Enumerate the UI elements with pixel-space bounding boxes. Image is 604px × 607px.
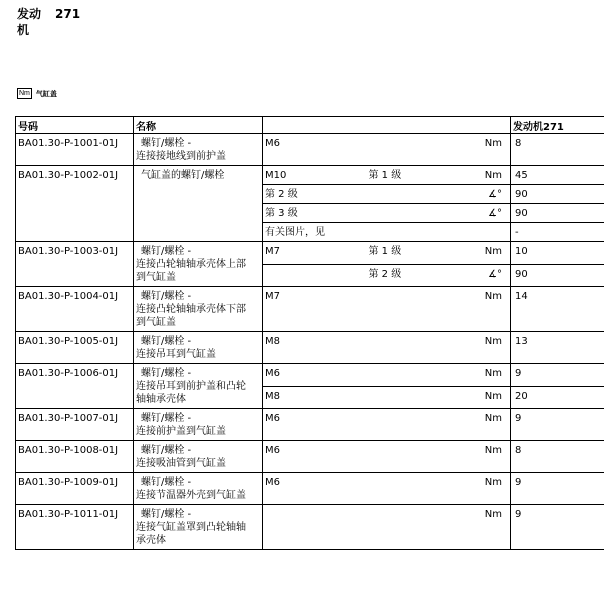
part-name-line: 螺钉/螺栓 -: [141, 138, 192, 149]
unit-label: ∡°: [472, 185, 511, 204]
part-name: [134, 364, 263, 409]
header-model: 271: [55, 7, 81, 21]
table-row: [16, 441, 604, 473]
stage-label: [367, 409, 472, 441]
torque-value: 8: [511, 134, 604, 166]
stage-label: [367, 223, 472, 242]
torque-table: [15, 116, 604, 550]
part-code: BA01.30-P-1006-01J: [16, 364, 134, 409]
header-code: 号码: [16, 117, 134, 134]
part-name-line: 到气缸盖: [136, 272, 176, 283]
thread-spec: M7: [263, 242, 367, 265]
part-name: [134, 409, 263, 441]
section-subtitle: [17, 88, 57, 99]
header-title-line2: 机: [17, 23, 30, 37]
table-body: [16, 134, 604, 550]
page-header: [17, 6, 80, 38]
unit-label: Nm: [472, 386, 511, 409]
part-name-line: 连接凸轮轴轴承壳体下部: [136, 304, 246, 315]
thread-spec: 第 2 级: [263, 185, 367, 204]
unit-label: ∡°: [472, 264, 511, 287]
torque-value: 20: [511, 386, 604, 409]
torque-value: 45: [511, 166, 604, 185]
thread-spec: M6: [263, 409, 367, 441]
part-name-line: 连接接地线到前护盖: [136, 151, 226, 162]
stage-label: 第 2 级: [367, 264, 472, 287]
part-name-line: 螺钉/螺栓 -: [141, 291, 192, 302]
part-name-line: 连接吸油管到气缸盖: [136, 458, 226, 469]
torque-value: 9: [511, 473, 604, 505]
thread-spec: M6: [263, 364, 367, 387]
table-row: [16, 242, 604, 265]
part-name-line: 连接凸轮轴轴承壳体上部: [136, 259, 246, 270]
table-row: [16, 287, 604, 332]
thread-spec: M8: [263, 386, 367, 409]
part-code: BA01.30-P-1002-01J: [16, 166, 134, 242]
table-header-row: [16, 117, 604, 134]
unit-label: Nm: [472, 409, 511, 441]
thread-spec: 有关图片，见: [263, 223, 367, 242]
part-name-line: 螺钉/螺栓 -: [141, 336, 192, 347]
unit-label: Nm: [472, 287, 511, 332]
stage-label: [367, 287, 472, 332]
unit-label: Nm: [472, 332, 511, 364]
part-name-line: 螺钉/螺栓 -: [141, 413, 192, 424]
torque-value: 13: [511, 332, 604, 364]
part-name-line: 螺钉/螺栓 -: [141, 368, 192, 379]
table-row: [16, 409, 604, 441]
part-name: [134, 441, 263, 473]
thread-spec: [263, 505, 367, 550]
part-name-line: 连接前护盖到气缸盖: [136, 426, 226, 437]
part-code: BA01.30-P-1009-01J: [16, 473, 134, 505]
table-row: [16, 332, 604, 364]
part-code: BA01.30-P-1004-01J: [16, 287, 134, 332]
part-name-line: 螺钉/螺栓 -: [141, 246, 192, 257]
thread-spec: M10: [263, 166, 367, 185]
torque-value: 9: [511, 505, 604, 550]
unit-label: Nm: [472, 505, 511, 550]
thread-spec: M6: [263, 441, 367, 473]
part-name: [134, 134, 263, 166]
thread-spec: [263, 264, 367, 287]
header-model: 发动机271: [511, 117, 604, 134]
part-name: [134, 242, 263, 287]
part-code: BA01.30-P-1008-01J: [16, 441, 134, 473]
torque-value: 90: [511, 264, 604, 287]
part-code: BA01.30-P-1005-01J: [16, 332, 134, 364]
torque-value: 90: [511, 185, 604, 204]
part-code: BA01.30-P-1003-01J: [16, 242, 134, 287]
part-name: [134, 473, 263, 505]
stage-label: [367, 332, 472, 364]
thread-spec: 第 3 级: [263, 204, 367, 223]
table-row: [16, 473, 604, 505]
torque-value: 9: [511, 364, 604, 387]
stage-label: 第 1 级: [368, 170, 402, 181]
thread-spec: M6: [263, 473, 367, 505]
part-name: [134, 332, 263, 364]
part-name-line: 到气缸盖: [136, 317, 176, 328]
header-extra: [367, 117, 472, 134]
torque-value: 8: [511, 441, 604, 473]
part-code: BA01.30-P-1011-01J: [16, 505, 134, 550]
unit-label: Nm: [472, 134, 511, 166]
table-row: [16, 505, 604, 550]
part-name-line: 连接吊耳到气缸盖: [136, 349, 216, 360]
part-code: BA01.30-P-1001-01J: [16, 134, 134, 166]
stage-label: [367, 441, 472, 473]
part-name: [134, 166, 263, 242]
torque-value: 9: [511, 409, 604, 441]
table-row: [16, 134, 604, 166]
unit-label: Nm: [472, 473, 511, 505]
part-name-line: 轴轴承壳体: [136, 394, 186, 405]
stage-label: [367, 386, 472, 409]
stage-label: [367, 505, 472, 550]
part-name-line: 气缸盖的螺钉/螺栓: [141, 170, 225, 181]
thread-spec: M6: [263, 134, 367, 166]
part-name-line: 连接吊耳到前护盖和凸轮: [136, 381, 246, 392]
unit-label: Nm: [484, 368, 502, 379]
header-title: 发动: [17, 7, 42, 21]
torque-nm-icon: Nm: [19, 90, 30, 97]
part-code: BA01.30-P-1007-01J: [16, 409, 134, 441]
thread-spec: M8: [263, 332, 367, 364]
part-name-line: 螺钉/螺栓 -: [141, 477, 192, 488]
part-name-line: 连接气缸盖罩到凸轮轴轴: [136, 522, 246, 533]
torque-value: 10: [511, 242, 604, 265]
stage-label: [367, 185, 472, 204]
unit-label: Nm: [484, 170, 502, 181]
part-name-line: 连接节温器外壳到气缸盖: [136, 490, 246, 501]
torque-value: 90: [511, 204, 604, 223]
torque-value: 14: [511, 287, 604, 332]
subtitle-text: 气缸盖: [35, 89, 57, 98]
unit-label: ∡°: [472, 204, 511, 223]
stage-label: [367, 204, 472, 223]
table-row: [16, 364, 604, 387]
table-row: [16, 166, 604, 185]
part-name: [134, 505, 263, 550]
stage-label: [367, 134, 472, 166]
part-name-line: 螺钉/螺栓 -: [141, 445, 192, 456]
part-name-line: 承壳体: [136, 535, 166, 546]
part-name: [134, 287, 263, 332]
header-name: 名称: [134, 117, 263, 134]
thread-spec: M7: [263, 287, 367, 332]
header-unit: [472, 117, 511, 134]
unit-label: Nm: [484, 246, 502, 257]
stage-label: 第 1 级: [368, 246, 402, 257]
unit-label: [472, 223, 511, 242]
unit-label: Nm: [472, 441, 511, 473]
part-name-line: 螺钉/螺栓 -: [141, 509, 192, 520]
stage-label: [367, 473, 472, 505]
stage-label: [367, 364, 472, 387]
torque-value: -: [511, 223, 604, 242]
header-spec: [263, 117, 367, 134]
